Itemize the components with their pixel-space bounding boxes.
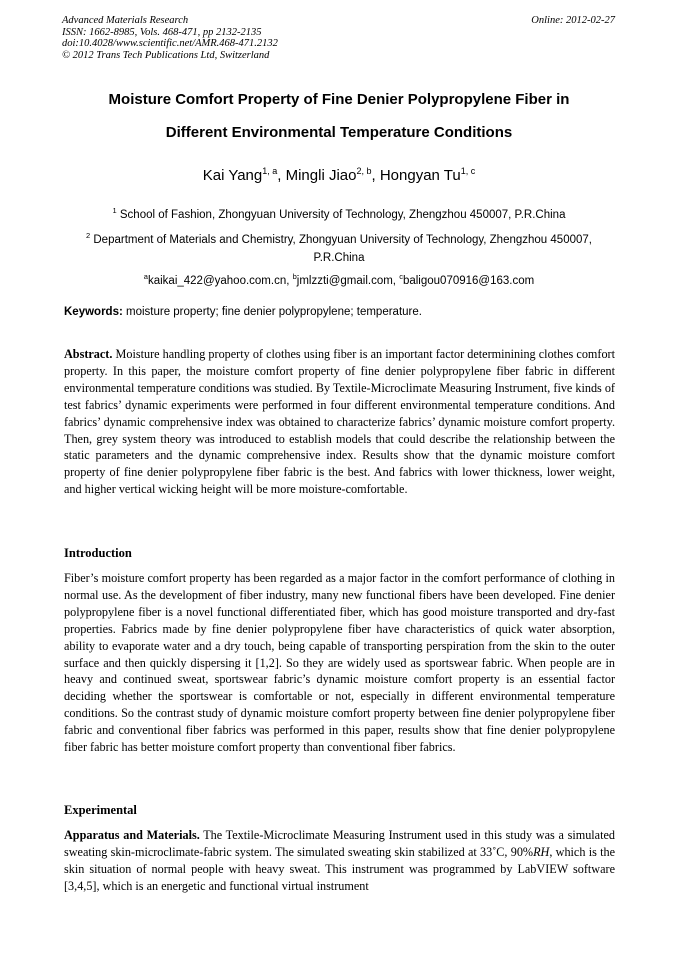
- rh-symbol: RH: [533, 844, 550, 859]
- email-mark: c: [399, 272, 403, 281]
- introduction-heading: Introduction: [64, 546, 132, 560]
- author-list: [40, 166, 638, 184]
- abstract-label: Abstract.: [64, 347, 113, 361]
- experimental-paragraph: [64, 827, 615, 895]
- affiliation-mark: 1: [112, 206, 117, 215]
- author-name: Mingli Jiao: [285, 167, 357, 184]
- author-affiliation-mark: 2, b: [356, 166, 372, 176]
- doi-line: doi:10.4028/www.scientific.net/AMR.468-471.2132: [62, 38, 278, 49]
- paper-title-line-2: Different Environmental Temperature Conditions: [165, 124, 513, 141]
- copyright-line: © 2012 Trans Tech Publications Ltd, Switzerland: [62, 49, 270, 61]
- email-mark: a: [143, 272, 148, 281]
- experimental-heading: Experimental: [64, 803, 137, 817]
- author-affiliation-mark: 1, c: [460, 166, 476, 176]
- keywords-text: moisture property; fine denier polypropylene; temperature.: [122, 306, 422, 318]
- abstract-text: Moisture handling property of clothes using fiber is an important factor determinining clothes comfort property. In this paper, the moisture comfort property of fine denier polypropylene fiber fabric in different environmental temperature conditions was studied. By Textile-Microclimate Measuring Instrument, five kinds of test fabrics’ dynamic experiments were performed in four different environmental temperature conditions. And fabrics’ dynamic comprehensive index was obtained to characterize fabrics’ dynamic moisture comfort property. Then, grey system theory was introduced to establish models that could describe the relationship between the static parameters and the dynamic comprehensive index. Results show that the dynamic moisture comfort property of fine denier polypropylene fiber fabric is the best. And fabrics with lower thickness, lower weight, and higher vertical wicking height will be more moisture-comfortable.: [64, 347, 615, 497]
- affiliation-text: School of Fashion, Zhongyuan University of Technology, Zhengzhou 450007, P.R.China: [116, 208, 566, 221]
- author-emails: [70, 268, 608, 290]
- keywords-label: Keywords:: [64, 306, 123, 318]
- journal-name: Advanced Materials Research: [62, 15, 189, 26]
- affiliation-1: [70, 202, 608, 224]
- email-link[interactable]: jmlzzti@gmail.com,: [296, 274, 400, 287]
- introduction-paragraph: Fiber’s moisture comfort property has been regarded as a major factor in the comfort performance of clothing in normal use. As the development of fiber industry, many new functional fibers have been developed. Fine denier polypropylene fiber is a novel functional differentiated fiber, which has good moisture transported and dry-fast properties. Fabrics made by fine denier polypropylene fiber have characteristics of quick water absorption, ability to evaporate water and a dry touch, being capable of transporting perspiration from the skin to the outer surface and then quickly dispersing it [1,2]. So they are widely used as sportswear fabric. When people are in heavy and continued sweat, sportswear fabric’s dynamic moisture comfort property is an essential factor deciding whether the sportswear is comfortable or not, especially in different environmental temperature conditions. So the contrast study of dynamic moisture comfort property between fine denier polypropylene fiber fabric and conventional fiber fabrics was performed in this paper, results show that fine denier polypropylene fiber fabric has better moisture comfort property than conventional fiber fabrics.: [64, 571, 615, 755]
- online-date: Online: 2012-02-27: [531, 15, 615, 26]
- affiliation-2: [70, 227, 608, 267]
- apparatus-label: Apparatus and Materials.: [64, 828, 200, 842]
- issn-line: ISSN: 1662-8985, Vols. 468-471, pp 2132-2135: [62, 26, 262, 38]
- affiliation-mark: 2: [86, 231, 91, 240]
- author-affiliation-mark: 1, a: [262, 166, 278, 176]
- experimental-text: The Textile-Microclimate Measuring Instrument used in this study was a simulated sweating skin-microclimate-fabric system. The simulated sweating skin stabilized at 33˚C, 90%: [64, 828, 615, 859]
- affiliation-text: Department of Materials and Chemistry, Zhongyuan University of Technology, Zhengzhou 450007, P.R.China: [90, 233, 592, 264]
- author-separator: ,: [371, 167, 380, 184]
- email-link[interactable]: kaikai_422@yahoo.com.cn,: [147, 274, 293, 287]
- author-separator: ,: [277, 167, 286, 184]
- email-link[interactable]: baligou070916@163.com: [402, 274, 535, 287]
- author-name: Kai Yang: [202, 167, 263, 184]
- paper-title-line-1: Moisture Comfort Property of Fine Denier Polypropylene Fiber in: [108, 91, 570, 108]
- journal-header: [62, 15, 278, 61]
- experimental-text-cont: , which is the skin situation of normal people with heavy sweat. This instrument was programmed by LabVIEW software [3,4,5], which is an energetic and functional virtual instrument: [64, 844, 615, 893]
- abstract-paragraph: [64, 346, 615, 498]
- keywords: [64, 306, 422, 318]
- email-mark: b: [292, 272, 297, 281]
- author-name: Hongyan Tu: [379, 167, 461, 184]
